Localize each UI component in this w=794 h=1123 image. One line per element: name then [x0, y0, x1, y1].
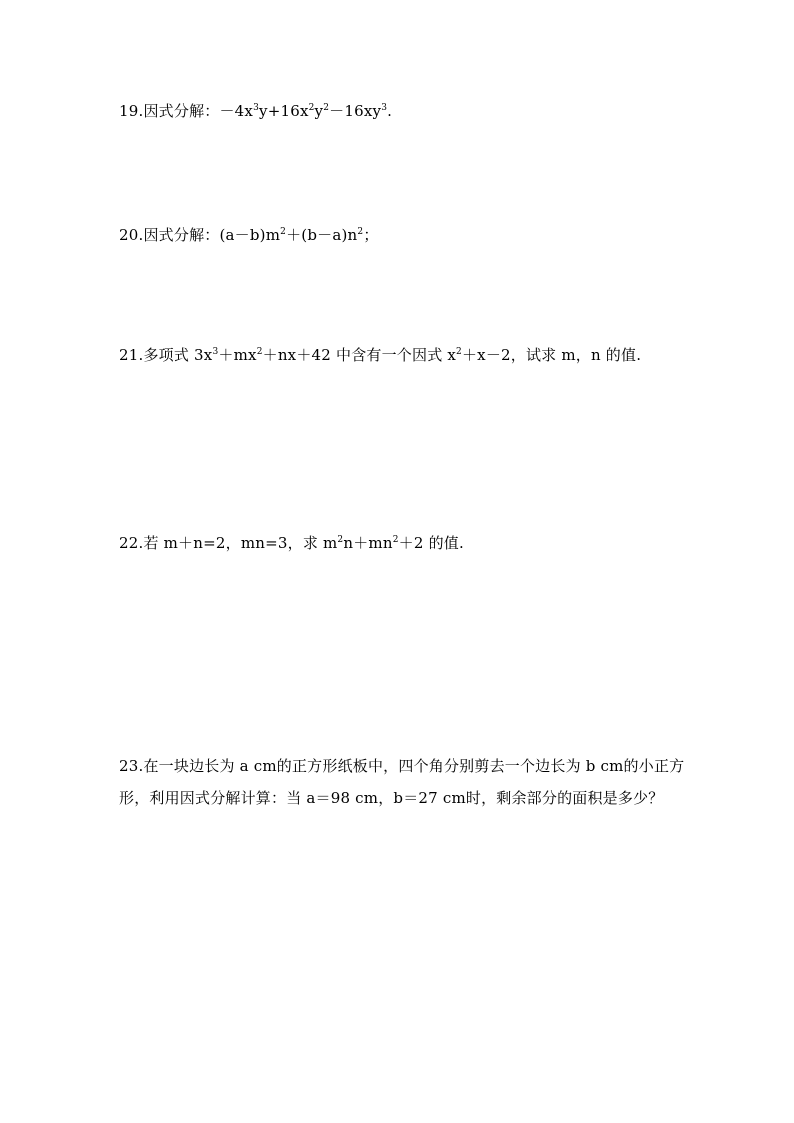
question-text	[143, 226, 378, 244]
question-text	[143, 534, 463, 552]
exponent: 3	[212, 347, 219, 357]
question-19	[119, 95, 699, 127]
exponent: 3	[253, 103, 260, 113]
exponent: 2	[308, 103, 315, 113]
question-number: 20.	[119, 226, 144, 244]
question-number: 19.	[119, 102, 144, 120]
question-number: 21.	[119, 346, 144, 364]
text-run: ＋nx＋42 中含有一个因式 x	[262, 346, 457, 364]
text-run: ＋2 的值.	[398, 534, 464, 552]
question-text	[143, 346, 641, 364]
exponent: 2	[323, 103, 330, 113]
question-23	[119, 750, 699, 814]
text-run: 因式分解：－4x	[143, 102, 254, 120]
question-number: 22.	[119, 534, 144, 552]
exponent: 2	[357, 227, 364, 237]
text-run: 若 m＋n=2，mn=3，求 m	[143, 534, 338, 552]
exponent: 2	[392, 535, 399, 545]
question-text	[119, 757, 684, 807]
exponent: 3	[381, 103, 388, 113]
exponent: 2	[256, 347, 263, 357]
question-21	[119, 339, 699, 371]
text-run: y+16x	[259, 102, 309, 120]
exponent: 2	[337, 535, 344, 545]
text-run: ＋(b－a)n	[286, 226, 358, 244]
text-run: ；	[363, 226, 379, 244]
text-run: 在一块边长为 a cm的正方形纸板中，四个角分别剪去一个边长为 b cm的小正方形，利用因式分解计算：当 a＝98 cm，b＝27 cm时，剩余部分的面积是多少？	[119, 757, 685, 807]
text-run: 多项式 3x	[143, 346, 213, 364]
text-run: 因式分解：(a－b)m	[143, 226, 281, 244]
question-22	[119, 527, 699, 559]
exponent: 2	[280, 227, 287, 237]
text-run: －16xy	[329, 102, 382, 120]
question-number: 23.	[119, 757, 144, 775]
text-run: ＋x－2，试求 m，n 的值.	[461, 346, 642, 364]
text-run: ＋mx	[218, 346, 257, 364]
text-run: n＋mn	[343, 534, 393, 552]
text-run: y	[314, 102, 324, 120]
question-20	[119, 219, 699, 251]
text-run: .	[387, 102, 393, 120]
exponent: 2	[456, 347, 462, 357]
question-text	[143, 102, 392, 120]
